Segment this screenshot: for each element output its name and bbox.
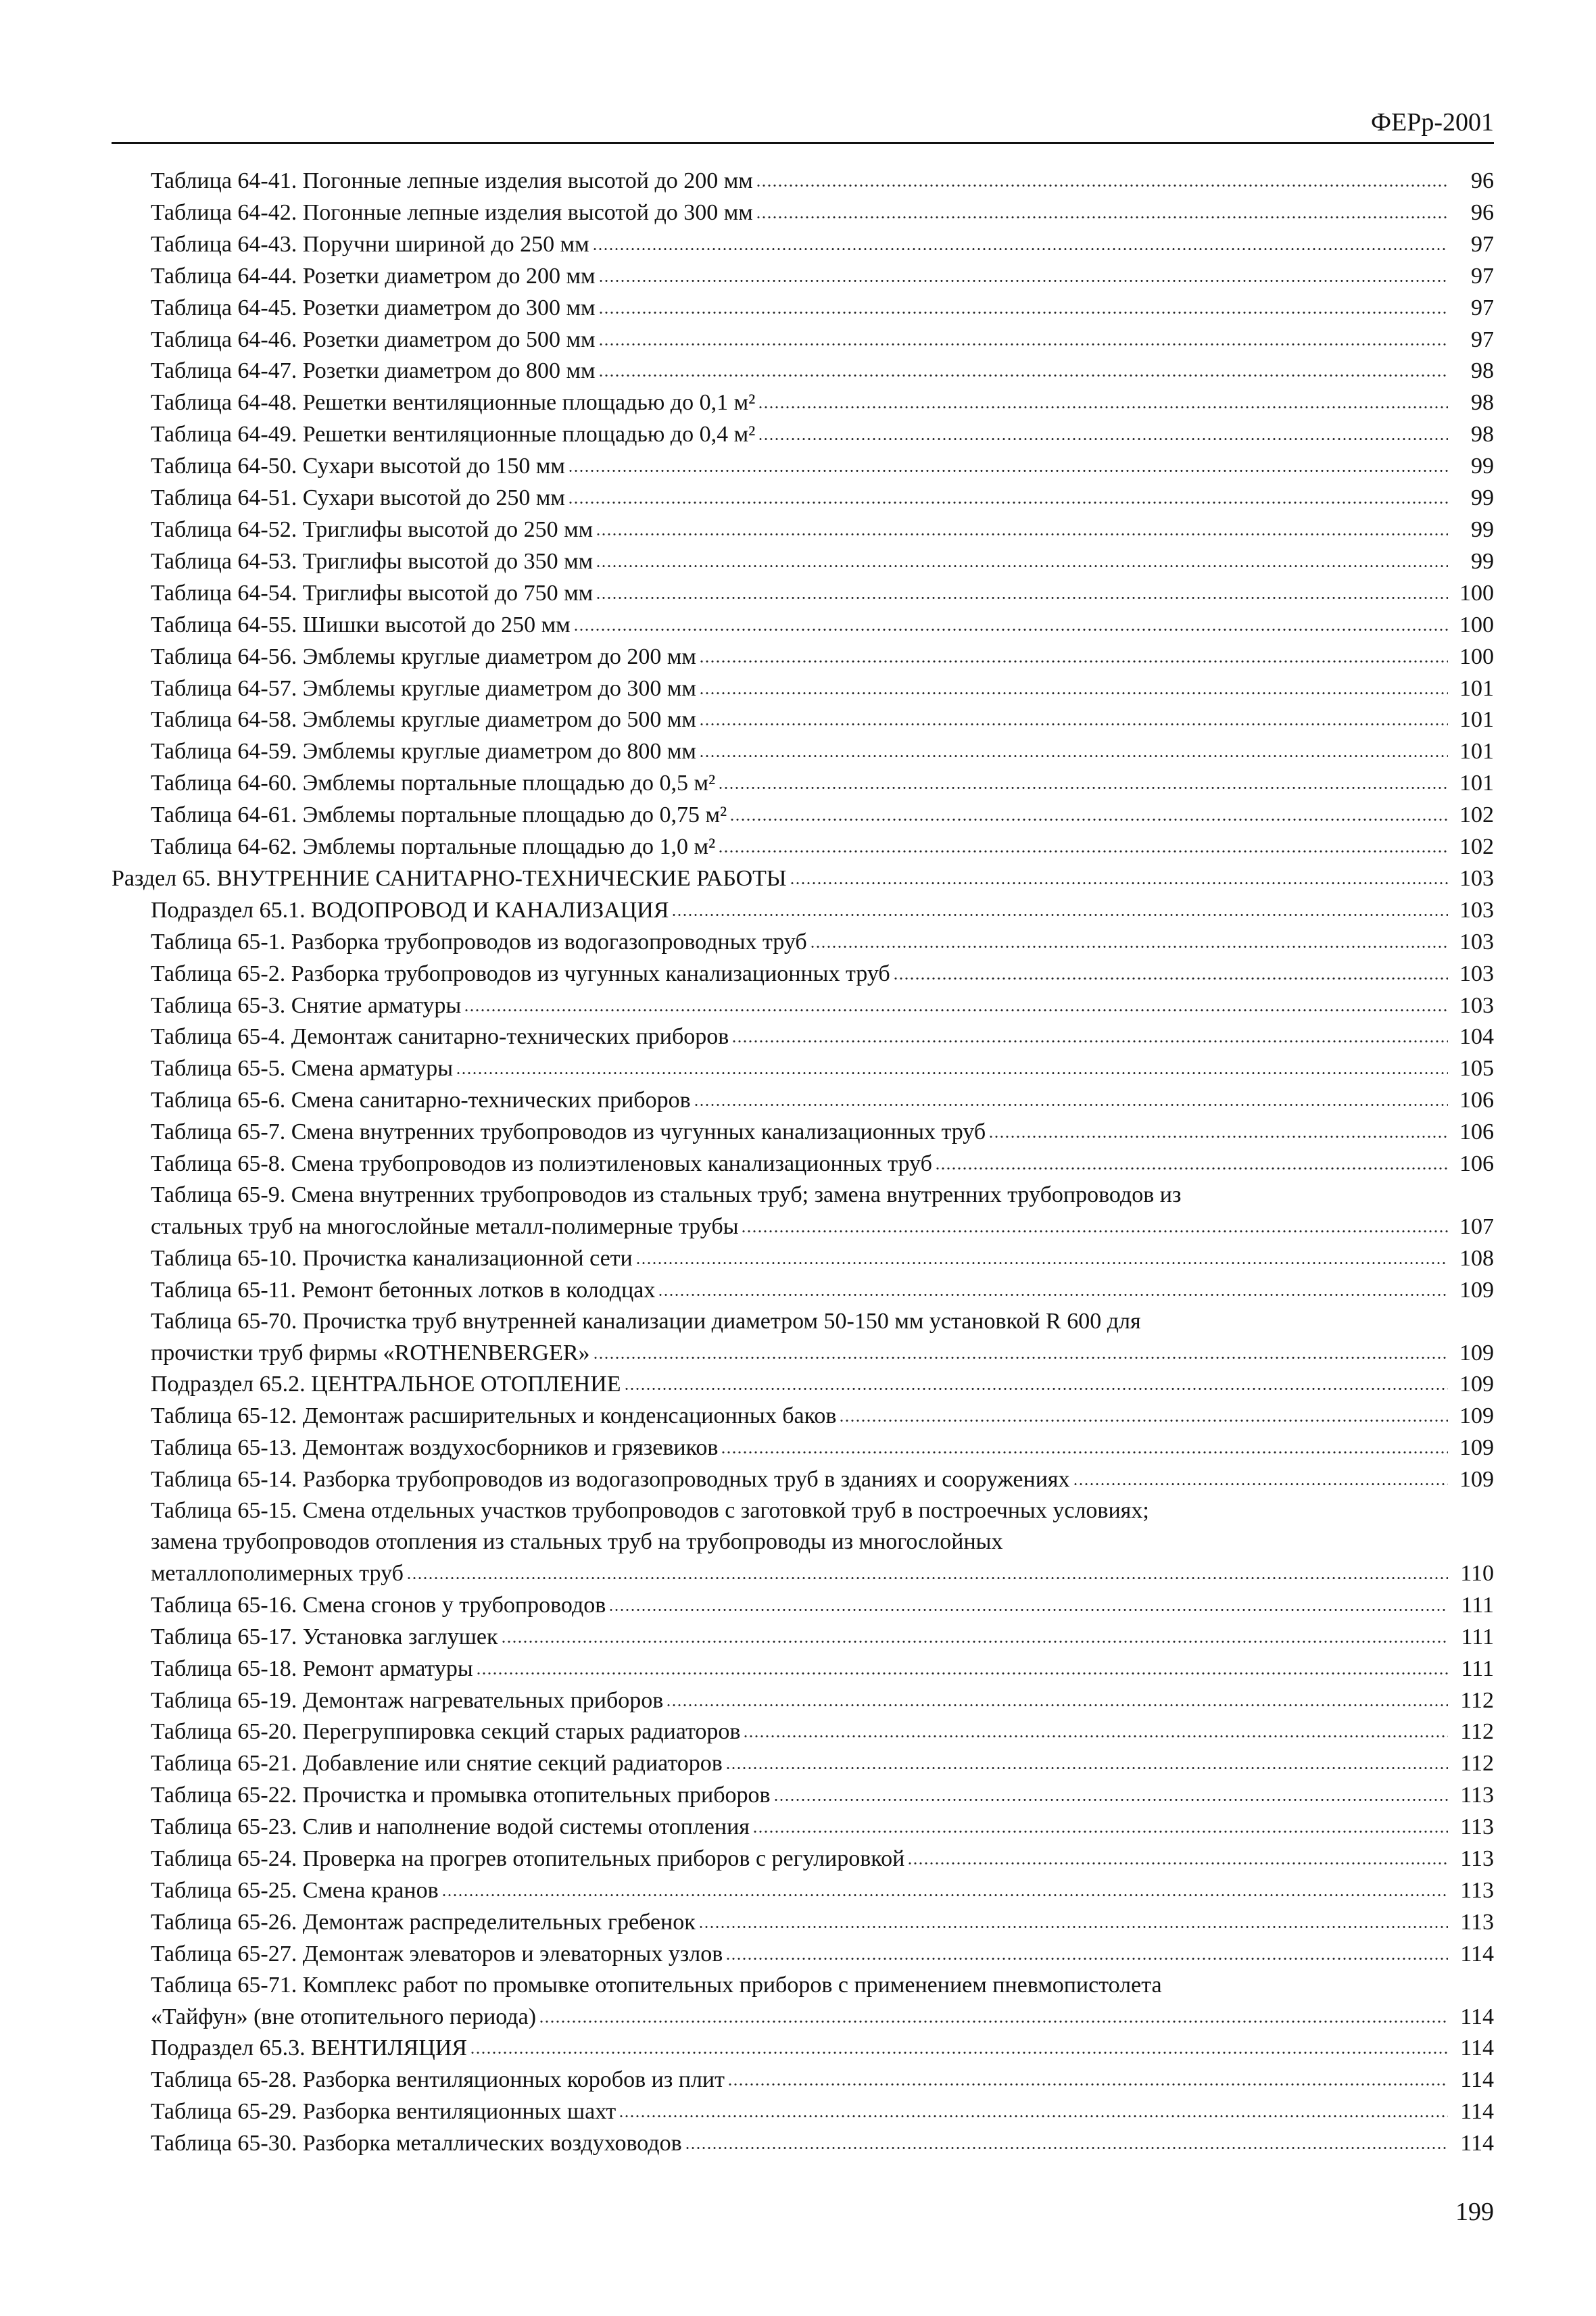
toc-entry-line [151, 1589, 1494, 1621]
toc-entry-text: Таблица 64-50. Сухари высотой до 150 мм [151, 454, 565, 479]
toc-entry-text: Таблица 65-27. Демонтаж элеваторов и элеваторных узлов [151, 1941, 723, 1967]
toc-entry-page: 108 [1459, 1245, 1494, 1271]
toc-entry-line [151, 1716, 1494, 1747]
toc-entry-text: Таблица 65-28. Разборка вентиляционных коробов из плит [151, 2067, 725, 2093]
toc-entry[interactable] [112, 1084, 1494, 1116]
toc-entry[interactable] [112, 482, 1494, 514]
toc-entry[interactable] [112, 228, 1494, 260]
toc-entry-line [151, 1938, 1494, 1970]
dot-leader [731, 1021, 1448, 1044]
toc-entry-page: 111 [1461, 1592, 1494, 1618]
toc-entry-text: Таблица 64-59. Эмблемы круглые диаметром до 800 мм [151, 739, 696, 765]
toc-entry-line [151, 1875, 1494, 1906]
toc-entry-text: Таблица 65-30. Разборка металлических воздуховодов [151, 2131, 682, 2156]
toc-entry-page: 106 [1459, 1151, 1494, 1177]
toc-entry-text: металлополимерных труб [151, 1560, 404, 1586]
toc-entry[interactable] [112, 1368, 1494, 1400]
toc-entry-line [151, 735, 1494, 767]
toc-entry-text: Таблица 64-47. Розетки диаметром до 800 мм [151, 358, 596, 384]
toc-entry-line [151, 767, 1494, 799]
toc-entry-text: Таблица 64-51. Сухари высотой до 250 мм [151, 485, 565, 511]
toc-entry-page: 99 [1471, 454, 1494, 479]
toc-entry[interactable] [112, 292, 1494, 324]
toc-entry-text: Таблица 65-23. Слив и наполнение водой системы отопления [151, 1814, 750, 1840]
toc-entry-text: Таблица 65-3. Снятие арматуры [151, 992, 462, 1018]
dot-leader [671, 894, 1448, 917]
toc-entry-line [151, 1685, 1494, 1716]
toc-entry-page: 96 [1471, 199, 1494, 225]
toc-entry-line [151, 577, 1494, 609]
toc-entry-line [151, 387, 1494, 418]
toc-entry-line [151, 926, 1494, 958]
toc-entry-line [151, 2001, 1494, 2033]
toc-entry-page: 97 [1471, 231, 1494, 257]
toc-entry-line [151, 1274, 1494, 1306]
toc-entry-page: 101 [1459, 739, 1494, 765]
toc-entry[interactable] [112, 2032, 1494, 2064]
toc-entry-text: Таблица 64-56. Эмблемы круглые диаметром до 200 мм [151, 644, 696, 669]
toc-entry-page: 114 [1460, 1941, 1494, 1967]
toc-entry[interactable] [112, 418, 1494, 450]
toc-entry[interactable] [112, 1970, 1494, 2033]
toc-entry-line [151, 1116, 1494, 1148]
toc-entry-page: 103 [1459, 961, 1494, 986]
toc-entry-page: 109 [1459, 1435, 1494, 1461]
toc-entry-page: 100 [1459, 580, 1494, 606]
toc-entry-text: Таблица 64-48. Решетки вентиляционные площадью до 0,1 м² [151, 390, 756, 416]
toc-entry-text: Таблица 64-61. Эмблемы портальные площадью до 0,75 м² [151, 802, 727, 828]
toc-entry-page: 98 [1471, 358, 1494, 384]
toc-entry[interactable] [112, 894, 1494, 926]
toc-entry-text: Таблица 64-53. Триглифы высотой до 350 мм [151, 548, 594, 574]
toc-entry-page: 107 [1459, 1213, 1494, 1239]
dot-leader [935, 1148, 1448, 1171]
toc-entry[interactable] [112, 735, 1494, 767]
toc-entry-text: Таблица 65-7. Смена внутренних трубопроводов из чугунных канализационных труб [151, 1119, 986, 1145]
toc-entry-line [151, 2064, 1494, 2096]
toc-entry[interactable] [112, 1306, 1494, 1369]
toc-entry[interactable] [112, 514, 1494, 546]
toc-entry-text: Таблица 65-6. Смена санитарно-технических приборов [151, 1088, 691, 1113]
toc-entry-page: 113 [1460, 1814, 1494, 1840]
toc-entry-line [151, 450, 1494, 482]
toc-entry[interactable] [112, 387, 1494, 418]
toc-entry-page: 103 [1459, 865, 1494, 891]
toc-entry-page: 103 [1459, 897, 1494, 923]
toc-entry-text: Таблица 65-16. Смена сгонов у трубопроводов [151, 1592, 606, 1618]
toc-entry[interactable] [112, 1274, 1494, 1306]
toc-entry[interactable] [112, 1243, 1494, 1274]
dot-leader [666, 1685, 1448, 1708]
toc-entry-line [151, 1368, 1494, 1400]
toc-entry-text: Подраздел 65.3. ВЕНТИЛЯЦИЯ [151, 2035, 467, 2061]
toc-entry-page: 114 [1460, 2067, 1494, 2093]
toc-entry[interactable] [112, 355, 1494, 387]
toc-entry[interactable] [112, 1653, 1494, 1685]
dot-leader [790, 863, 1448, 886]
dot-leader [699, 735, 1448, 758]
toc-entry[interactable] [112, 1148, 1494, 1180]
toc-entry-text: Таблица 65-25. Смена кранов [151, 1877, 439, 1903]
toc-entry-line [151, 704, 1494, 735]
toc-entry-text: Таблица 65-22. Прочистка и промывка отопительных приборов [151, 1783, 771, 1808]
toc-entry-line [151, 1779, 1494, 1811]
dot-leader [773, 1779, 1448, 1802]
toc-entry-text: Таблица 64-42. Погонные лепные изделия высотой до 300 мм [151, 199, 753, 225]
dot-leader [1073, 1464, 1448, 1487]
toc-entry[interactable] [112, 609, 1494, 641]
dot-leader [598, 324, 1448, 347]
toc-entry[interactable] [112, 1747, 1494, 1779]
toc-entry-page: 112 [1460, 1719, 1494, 1745]
dot-leader [635, 1243, 1448, 1265]
toc-entry[interactable] [112, 1843, 1494, 1875]
toc-entry-page: 112 [1460, 1751, 1494, 1777]
toc-entry-text-line: Таблица 65-9. Смена внутренних трубопроводов из стальных труб; замена внутренних трубопроводов из [151, 1182, 1182, 1207]
toc-entry-line [112, 863, 1494, 894]
dot-leader [741, 1211, 1448, 1234]
toc-entry-line [151, 1621, 1494, 1653]
toc-entry-text: Таблица 64-62. Эмблемы портальные площадью до 1,0 м² [151, 834, 716, 860]
toc-entry-text: Таблица 64-52. Триглифы высотой до 250 мм [151, 516, 594, 542]
toc-entry-line [151, 197, 1494, 228]
toc-entry-page: 100 [1459, 644, 1494, 669]
dot-leader [743, 1716, 1448, 1739]
toc-entry-text: Таблица 65-20. Перегруппировка секций старых радиаторов [151, 1719, 741, 1745]
toc-entry[interactable] [112, 1116, 1494, 1148]
toc-entry-page: 111 [1461, 1656, 1494, 1681]
toc-entry-line [151, 355, 1494, 387]
toc-entry[interactable] [112, 2127, 1494, 2159]
toc-entry-line [151, 482, 1494, 514]
toc-entry-text: Таблица 64-58. Эмблемы круглые диаметром до 500 мм [151, 707, 696, 733]
dot-leader [699, 673, 1448, 696]
toc-entry-text-line: Таблица 65-71. Комплекс работ по промывке отопительных приборов с применением пневмопистолета [151, 1972, 1162, 1998]
toc-entry-text: Таблица 64-45. Розетки диаметром до 300 мм [151, 295, 596, 320]
toc-entry-text-line: Таблица 65-70. Прочистка труб внутренней канализации диаметром 50-150 мм установкой R 600 для [151, 1308, 1141, 1334]
toc-entry-text: Таблица 65-17. Установка заглушек [151, 1624, 498, 1649]
toc-entry-line [151, 1432, 1494, 1464]
toc-entry-text: Таблица 65-12. Демонтаж расширительных и конденсационных баков [151, 1403, 837, 1429]
toc-entry-page: 100 [1459, 612, 1494, 637]
dot-leader [406, 1558, 1448, 1581]
toc-entry-page: 114 [1460, 2004, 1494, 2029]
toc-entry-page: 109 [1459, 1467, 1494, 1493]
toc-entry[interactable] [112, 1021, 1494, 1053]
toc-entry[interactable] [112, 958, 1494, 990]
toc-entry-line [151, 1337, 1494, 1369]
toc-entry-page: 102 [1459, 834, 1494, 860]
toc-entry[interactable] [112, 165, 1494, 197]
toc-entry-text: «Тайфун» (вне отопительного периода) [151, 2004, 537, 2029]
toc-entry-text: Таблица 65-10. Прочистка канализационной сети [151, 1245, 633, 1271]
toc-entry[interactable] [112, 1589, 1494, 1621]
toc-entry[interactable] [112, 799, 1494, 831]
dot-leader [718, 831, 1448, 854]
toc-entry-line [151, 831, 1494, 863]
dot-leader [593, 1337, 1448, 1360]
dot-leader [756, 197, 1448, 220]
dot-leader [464, 990, 1448, 1013]
dot-leader [893, 958, 1448, 981]
toc-entry-page: 109 [1459, 1372, 1494, 1397]
toc-entry-line [151, 324, 1494, 356]
toc-entry-page: 114 [1460, 2035, 1494, 2061]
dot-leader [727, 2064, 1448, 2087]
toc-entry-text: Таблица 65-29. Разборка вентиляционных шахт [151, 2099, 616, 2125]
dot-leader [725, 1747, 1448, 1770]
dot-leader [698, 1906, 1448, 1929]
dot-leader [756, 165, 1448, 188]
toc-entry-page: 113 [1460, 1846, 1494, 1872]
dot-leader [699, 704, 1448, 727]
dot-leader [694, 1084, 1448, 1107]
dot-leader [988, 1116, 1448, 1139]
toc-entry-line [151, 546, 1494, 577]
toc-entry[interactable] [112, 260, 1494, 292]
page-number: 199 [1455, 2198, 1494, 2226]
toc-entry-page: 99 [1471, 548, 1494, 574]
toc-entry-line [151, 1558, 1494, 1589]
toc-entry[interactable] [112, 704, 1494, 735]
toc-entry-line [151, 894, 1494, 926]
toc-entry-text: прочистки труб фирмы «ROTHENBERGER» [151, 1340, 590, 1366]
toc-entry-text: Таблица 65-13. Демонтаж воздухосборников и грязевиков [151, 1435, 719, 1461]
toc-entry-line [151, 1747, 1494, 1779]
toc-section-entry[interactable] [112, 863, 1494, 894]
toc-entry[interactable] [112, 1938, 1494, 1970]
toc-entry-line [151, 1811, 1494, 1843]
toc-entry[interactable] [112, 1495, 1494, 1589]
toc-entry-line [151, 260, 1494, 292]
dot-leader [598, 292, 1448, 315]
toc-entry[interactable] [112, 1464, 1494, 1495]
dot-leader [758, 387, 1448, 410]
toc-entry-text: Таблица 65-21. Добавление или снятие секций радиаторов [151, 1751, 723, 1777]
toc-entry-page: 101 [1459, 707, 1494, 733]
toc-entry[interactable] [112, 767, 1494, 799]
toc-entry-page: 109 [1459, 1340, 1494, 1366]
toc-entry-line [151, 228, 1494, 260]
dot-leader [598, 355, 1448, 378]
toc-entry-page: 101 [1459, 675, 1494, 701]
dot-leader [608, 1589, 1448, 1612]
toc-entry-text: Таблица 64-57. Эмблемы круглые диаметром до 300 мм [151, 675, 696, 701]
toc-entry[interactable] [112, 1685, 1494, 1716]
toc-entry-text: Таблица 64-46. Розетки диаметром до 500 мм [151, 327, 596, 352]
toc-entry-page: 114 [1460, 2131, 1494, 2156]
toc-entry-page: 101 [1459, 771, 1494, 796]
dot-leader [539, 2001, 1448, 2024]
toc-entry[interactable] [112, 831, 1494, 863]
toc-entry-line [151, 514, 1494, 546]
toc-entry-line [151, 1053, 1494, 1084]
toc-entry-page: 110 [1460, 1560, 1494, 1586]
toc-entry-line [151, 1464, 1494, 1495]
dot-leader [568, 482, 1448, 505]
toc-entry-line [151, 165, 1494, 197]
toc-entry[interactable] [112, 577, 1494, 609]
dot-leader [596, 514, 1448, 537]
toc-entry-page: 113 [1460, 1783, 1494, 1808]
dot-leader [501, 1621, 1448, 1644]
toc-entry-page: 104 [1459, 1024, 1494, 1050]
dot-leader [685, 2127, 1448, 2150]
toc-entry[interactable] [112, 450, 1494, 482]
toc-entry-page: 113 [1460, 1909, 1494, 1935]
dot-leader [476, 1653, 1448, 1676]
toc-entry-line [151, 418, 1494, 450]
toc-entry-text: Таблица 64-41. Погонные лепные изделия высотой до 200 мм [151, 168, 753, 193]
toc-entry-text: Таблица 64-54. Триглифы высотой до 750 мм [151, 580, 594, 606]
toc-entry-line [151, 673, 1494, 704]
dot-leader [907, 1843, 1448, 1866]
toc-entry-page: 114 [1460, 2099, 1494, 2125]
toc-entry-text-line: Таблица 65-15. Смена отдельных участков трубопроводов с заготовкой труб в построечных условиях; [151, 1498, 1149, 1524]
toc-entry[interactable] [112, 1180, 1494, 1243]
dot-leader [758, 418, 1448, 441]
toc-entry-text: Таблица 64-43. Поручни шириной до 250 мм [151, 231, 589, 257]
toc-entry-text: Таблица 64-60. Эмблемы портальные площадью до 0,5 м² [151, 771, 716, 796]
toc-entry-line [151, 1400, 1494, 1432]
toc-entry-text-line: замена трубопроводов отопления из стальных труб на трубопроводы из многослойных [151, 1528, 1003, 1554]
toc-entry-page: 97 [1471, 295, 1494, 320]
dot-leader [725, 1938, 1448, 1961]
dot-leader [729, 799, 1448, 822]
toc-entry-page: 99 [1471, 485, 1494, 511]
toc-entry-line [151, 2096, 1494, 2127]
dot-leader [658, 1274, 1448, 1297]
toc-entry-page: 103 [1459, 992, 1494, 1018]
toc-entry-line [151, 1653, 1494, 1685]
toc-entry-page: 97 [1471, 327, 1494, 352]
toc-entry-line [151, 1243, 1494, 1274]
toc-entry-text: Таблица 64-49. Решетки вентиляционные площадью до 0,4 м² [151, 422, 756, 448]
dot-leader [470, 2032, 1448, 2055]
table-of-contents [112, 165, 1494, 2159]
dot-leader [596, 546, 1448, 569]
dot-leader [624, 1368, 1448, 1391]
toc-entry-line [151, 799, 1494, 831]
toc-entry-text: Подраздел 65.2. ЦЕНТРАЛЬНОЕ ОТОПЛЕНИЕ [151, 1372, 621, 1397]
toc-entry-line [151, 609, 1494, 641]
toc-entry-page: 113 [1460, 1877, 1494, 1903]
dot-leader [721, 1432, 1448, 1455]
dot-leader [619, 2096, 1448, 2119]
dot-leader [810, 926, 1448, 949]
toc-entry-text: Таблица 65-5. Смена арматуры [151, 1056, 454, 1082]
toc-entry[interactable] [112, 1716, 1494, 1747]
toc-entry-text: Подраздел 65.1. ВОДОПРОВОД И КАНАЛИЗАЦИЯ [151, 897, 669, 923]
toc-entry-text: Таблица 65-2. Разборка трубопроводов из чугунных канализационных труб [151, 961, 890, 986]
toc-entry[interactable] [112, 1779, 1494, 1811]
dot-leader [441, 1875, 1448, 1898]
toc-entry-page: 106 [1459, 1088, 1494, 1113]
dot-leader [573, 609, 1448, 632]
toc-entry-line [151, 2127, 1494, 2159]
toc-entry-line [151, 990, 1494, 1021]
toc-entry[interactable] [112, 324, 1494, 356]
toc-entry-text: Таблица 65-14. Разборка трубопроводов из водогазопроводных труб в зданиях и сооружениях [151, 1467, 1070, 1493]
toc-entry-text: Таблица 65-4. Демонтаж санитарно-технических приборов [151, 1024, 729, 1050]
dot-leader [699, 641, 1448, 664]
toc-entry-line [151, 292, 1494, 324]
page-header [112, 100, 1494, 144]
toc-entry-page: 97 [1471, 263, 1494, 289]
toc-entry-text: Таблица 65-1. Разборка трубопроводов из водогазопроводных труб [151, 929, 807, 955]
toc-entry-line [151, 641, 1494, 673]
toc-entry-page: 106 [1459, 1119, 1494, 1145]
toc-entry-text: стальных труб на многослойные металл-полимерные трубы [151, 1213, 739, 1239]
toc-entry-text: Таблица 65-24. Проверка на прогрев отопительных приборов с регулировкой [151, 1846, 905, 1872]
dot-leader [598, 260, 1448, 283]
toc-entry-line [151, 1148, 1494, 1180]
toc-entry[interactable] [112, 926, 1494, 958]
toc-entry[interactable] [112, 1621, 1494, 1653]
toc-entry-page: 102 [1459, 802, 1494, 828]
toc-entry-line [151, 1843, 1494, 1875]
dot-leader [592, 228, 1448, 251]
toc-entry-page: 98 [1471, 422, 1494, 448]
toc-entry[interactable] [112, 197, 1494, 228]
toc-entry[interactable] [112, 673, 1494, 704]
dot-leader [456, 1053, 1448, 1076]
dot-leader [839, 1400, 1448, 1423]
toc-entry-line [151, 1211, 1494, 1243]
toc-entry[interactable] [112, 990, 1494, 1021]
toc-entry-text: Таблица 65-19. Демонтаж нагревательных приборов [151, 1687, 664, 1713]
toc-entry-line [151, 1021, 1494, 1053]
toc-entry[interactable] [112, 1875, 1494, 1906]
dot-leader [596, 577, 1448, 600]
toc-entry-page: 109 [1459, 1403, 1494, 1429]
dot-leader [752, 1811, 1448, 1834]
toc-entry-page: 103 [1459, 929, 1494, 955]
toc-entry-text: Таблица 64-55. Шишки высотой до 250 мм [151, 612, 571, 637]
header-title: ФЕРр-2001 [1370, 108, 1494, 137]
dot-leader [568, 450, 1448, 473]
toc-entry-line [151, 1906, 1494, 1938]
toc-entry[interactable] [112, 1400, 1494, 1432]
dot-leader [718, 767, 1448, 790]
toc-entry[interactable] [112, 1432, 1494, 1464]
toc-entry-text: Таблица 65-8. Смена трубопроводов из полиэтиленовых канализационных труб [151, 1151, 932, 1177]
toc-entry[interactable] [112, 1906, 1494, 1938]
toc-entry-text: Таблица 65-18. Ремонт арматуры [151, 1656, 473, 1681]
toc-entry-text: Таблица 65-26. Демонтаж распределительных гребенок [151, 1909, 696, 1935]
toc-entry-page: 112 [1460, 1687, 1494, 1713]
toc-entry[interactable] [112, 2064, 1494, 2096]
toc-entry[interactable] [112, 1811, 1494, 1843]
toc-entry-line [151, 2032, 1494, 2064]
toc-entry-text: Таблица 64-44. Розетки диаметром до 200 мм [151, 263, 596, 289]
toc-entry-page: 105 [1459, 1056, 1494, 1082]
toc-entry-line [151, 958, 1494, 990]
toc-entry-page: 99 [1471, 516, 1494, 542]
toc-entry-page: 109 [1459, 1277, 1494, 1303]
toc-entry[interactable] [112, 1053, 1494, 1084]
toc-entry[interactable] [112, 641, 1494, 673]
toc-entry-page: 96 [1471, 168, 1494, 193]
toc-entry-page: 98 [1471, 390, 1494, 416]
toc-entry-text: Таблица 65-11. Ремонт бетонных лотков в колодцах [151, 1277, 656, 1303]
toc-entry-page: 111 [1461, 1624, 1494, 1649]
toc-entry[interactable] [112, 546, 1494, 577]
toc-entry-text: Раздел 65. ВНУТРЕННИЕ САНИТАРНО-ТЕХНИЧЕСКИЕ РАБОТЫ [112, 865, 787, 891]
toc-entry-line [151, 1084, 1494, 1116]
toc-entry[interactable] [112, 2096, 1494, 2127]
